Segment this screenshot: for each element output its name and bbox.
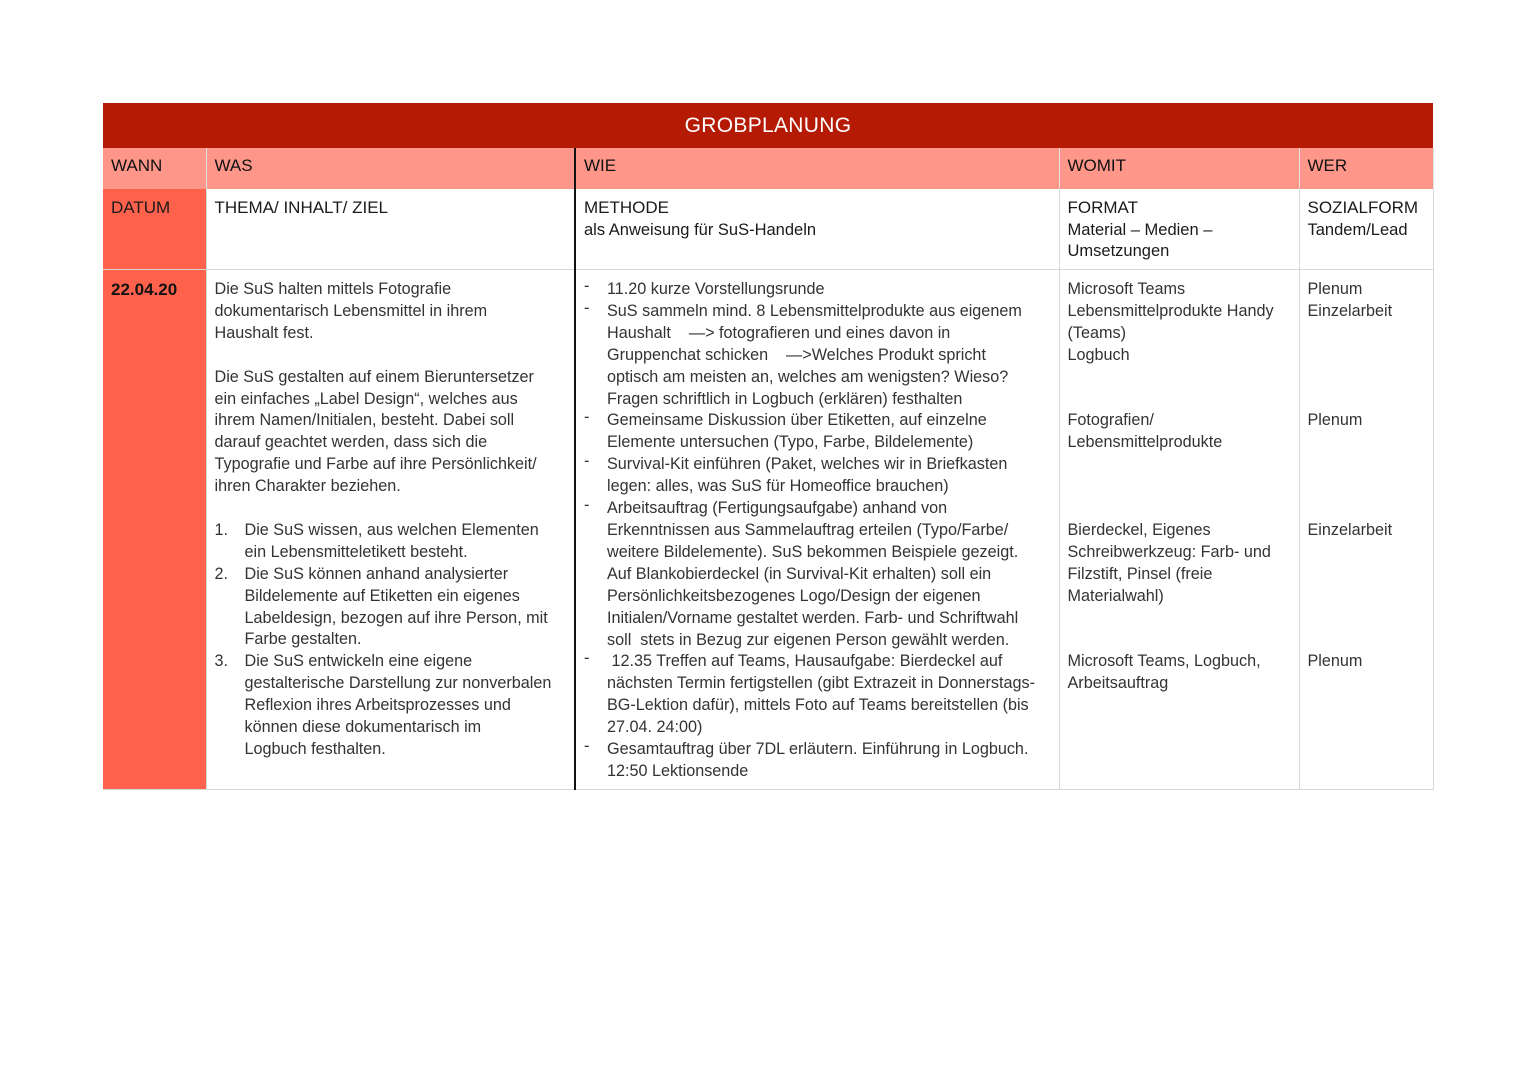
goal-text-line: Farbe gestalten. bbox=[244, 630, 362, 649]
material-block-line: Microsoft Teams, Logbuch, bbox=[1067, 652, 1261, 671]
material-block bbox=[1068, 651, 1291, 695]
bullet-dash: - bbox=[584, 298, 590, 317]
bullet-dash: - bbox=[584, 737, 590, 756]
step-text-line: nächsten Termin fertigstellen (gibt Extrazeit in Donnerstags- bbox=[607, 674, 1035, 693]
wie-cell bbox=[575, 270, 1059, 790]
step-text-line: 12.35 Treffen auf Teams, Hausaufgabe: Bierdeckel auf bbox=[607, 652, 1003, 671]
goal-item bbox=[215, 651, 567, 761]
text-line: ein einfaches „Label Design“, welches aus bbox=[214, 389, 518, 408]
step-text-line: optisch am meisten an, welches am wenigsten? Wieso? bbox=[607, 367, 1009, 386]
bullet-dash: - bbox=[584, 649, 590, 668]
goal-text-line: Die SuS wissen, aus welchen Elementen bbox=[244, 520, 539, 539]
was-paragraph-2 bbox=[215, 367, 567, 498]
col-header-wer bbox=[1299, 148, 1433, 189]
material-block-line: Filzstift, Pinsel (freie bbox=[1067, 564, 1213, 583]
method-step bbox=[584, 298, 1051, 411]
material-block-line: Schreibwerkzeug: Farb- und bbox=[1067, 542, 1271, 561]
method-step bbox=[584, 410, 1051, 454]
material-block-line: Arbeitsauftrag bbox=[1067, 674, 1169, 693]
goal-number: 3. bbox=[214, 652, 229, 671]
goal-text-line: Logbuch festhalten. bbox=[244, 740, 386, 758]
social-form-block-line: Einzelarbeit bbox=[1307, 301, 1393, 320]
table-title: GROBPLANUNG bbox=[103, 103, 1433, 148]
text-line: Material – Medien – bbox=[1067, 220, 1213, 239]
wer-cell bbox=[1299, 270, 1433, 790]
text-line: Haushalt fest. bbox=[214, 323, 314, 342]
step-text-line: Gemeinsame Diskussion über Etiketten, auf einzelne bbox=[607, 411, 987, 430]
step-text-line: SuS sammeln mind. 8 Lebensmittelprodukte aus eigenem bbox=[607, 301, 1022, 320]
step-text-line: Initialen/Vorname gestaltet werden. Farb- und Schriftwahl bbox=[607, 608, 1019, 627]
text-line: Die SuS halten mittels Fotografie bbox=[214, 280, 452, 298]
social-form-block-line: Plenum bbox=[1307, 652, 1363, 671]
text-line: Tandem/Lead bbox=[1307, 220, 1408, 239]
step-text-line: Persönlichkeitsbezogenes Logo/Design der eigenen bbox=[607, 586, 981, 605]
method-steps-list bbox=[584, 279, 1051, 783]
text-line: Umsetzungen bbox=[1067, 242, 1170, 260]
material-block-line: Lebensmittelprodukte Handy bbox=[1067, 301, 1274, 320]
method-step bbox=[584, 454, 1051, 498]
step-text-line: Arbeitsauftrag (Fertigungsaufgabe) anhand von bbox=[607, 499, 948, 518]
material-block-line: (Teams) bbox=[1067, 323, 1126, 342]
step-text-line: weitere Bildelemente). SuS bekommen Beispiele gezeigt. bbox=[607, 542, 1019, 561]
goal-text-line: gestalterische Darstellung zur nonverbalen bbox=[244, 674, 552, 693]
step-text-line: Survival-Kit einführen (Paket, welches wir in Briefkasten bbox=[607, 455, 1008, 474]
step-text-line: Haushalt —> fotografieren und eines davon in bbox=[607, 323, 951, 342]
col-header-womit bbox=[1059, 148, 1299, 189]
social-form-block-line: Plenum bbox=[1307, 280, 1363, 298]
social-form-block bbox=[1308, 279, 1425, 323]
text-line: dokumentarisch Lebensmittel in ihrem bbox=[214, 301, 488, 320]
bullet-dash: - bbox=[584, 496, 590, 515]
material-block-line: Materialwahl) bbox=[1067, 586, 1164, 605]
step-text-line: Auf Blankobierdeckel (in Survival-Kit erhalten) soll ein bbox=[607, 564, 992, 583]
step-text-line: 27.04. 24:00) bbox=[607, 718, 703, 737]
sub-header-title: DATUM bbox=[111, 198, 171, 217]
goal-text-line: können diese dokumentarisch im bbox=[244, 718, 482, 737]
text-line: als Anweisung für SuS-Handeln bbox=[584, 220, 817, 239]
col-header-wann bbox=[103, 148, 206, 189]
step-text-line: Erkenntnissen aus Sammelauftrag erteilen (Typo/Farbe/ bbox=[607, 520, 1009, 539]
was-cell bbox=[206, 270, 575, 790]
material-block-line: Logbuch bbox=[1067, 345, 1130, 364]
bullet-dash: - bbox=[584, 408, 590, 427]
wer-blocks bbox=[1300, 270, 1433, 673]
sub-header-format bbox=[1059, 189, 1299, 270]
sub-header-datum bbox=[103, 189, 206, 270]
text-line: Die SuS gestalten auf einem Bieruntersetzer bbox=[214, 367, 534, 386]
social-form-block-line: Plenum bbox=[1307, 411, 1363, 430]
goal-text-line: Die SuS können anhand analysierter bbox=[244, 564, 509, 583]
method-step bbox=[584, 279, 1051, 301]
date-cell bbox=[103, 270, 206, 790]
text-line: darauf geachtet werden, dass sich die bbox=[214, 433, 488, 452]
social-form-block-line: Einzelarbeit bbox=[1307, 520, 1393, 539]
material-block-line: Microsoft Teams bbox=[1067, 280, 1186, 298]
bullet-dash: - bbox=[584, 452, 590, 471]
sub-header-title: THEMA/ INHALT/ ZIEL bbox=[214, 198, 388, 217]
method-step bbox=[584, 498, 1051, 651]
social-form-block bbox=[1308, 410, 1425, 432]
sub-header-title: METHODE bbox=[584, 198, 669, 217]
date-value: 22.04.20 bbox=[111, 280, 178, 299]
goal-text-line: Reflexion ihres Arbeitsprozesses und bbox=[244, 696, 511, 715]
goals-list bbox=[215, 520, 567, 761]
text-line: ihren Charakter beziehen. bbox=[214, 477, 401, 496]
step-text-line: Fragen schriftlich in Logbuch (erklären) festhalten bbox=[607, 389, 963, 408]
material-block-line: Lebensmittelprodukte bbox=[1067, 433, 1223, 452]
sub-header-sozialform bbox=[1299, 189, 1433, 270]
material-block bbox=[1068, 279, 1291, 367]
method-step bbox=[584, 651, 1051, 739]
womit-blocks bbox=[1060, 270, 1299, 695]
step-text-line: Gesamtauftrag über 7DL erläutern. Einführung in Logbuch. bbox=[607, 740, 1029, 759]
step-text-line: 11.20 kurze Vorstellungsrunde bbox=[607, 280, 825, 298]
col-header-wie bbox=[575, 148, 1059, 189]
header-row bbox=[103, 148, 1433, 189]
sub-header-title: FORMAT bbox=[1067, 198, 1139, 217]
material-block bbox=[1068, 410, 1291, 454]
goal-text-line: Bildelemente auf Etiketten ein eigenes bbox=[244, 586, 520, 605]
goal-text-line: Die SuS entwickeln eine eigene bbox=[244, 652, 473, 671]
step-text-line: 12:50 Lektionsende bbox=[607, 761, 749, 780]
step-text-line: soll stets in Bezug zur eigenen Person gewählt werden. bbox=[607, 630, 1010, 649]
sub-header-methode bbox=[575, 189, 1059, 270]
social-form-block bbox=[1308, 520, 1425, 542]
col-header-label: WOMIT bbox=[1067, 156, 1127, 175]
table-row bbox=[103, 270, 1433, 790]
col-header-label: WIE bbox=[584, 156, 617, 175]
was-paragraph-1 bbox=[215, 279, 567, 345]
goal-number: 2. bbox=[214, 564, 229, 583]
col-header-label: WER bbox=[1307, 156, 1348, 175]
bullet-dash: - bbox=[584, 277, 590, 295]
step-text-line: Gruppenchat schicken —>Welches Produkt spricht bbox=[607, 345, 986, 364]
material-block-line: Bierdeckel, Eigenes bbox=[1067, 520, 1211, 539]
material-block-line: Fotografien/ bbox=[1067, 411, 1154, 430]
material-block bbox=[1068, 520, 1291, 608]
step-text-line: legen: alles, was SuS für Homeoffice brauchen) bbox=[607, 477, 949, 496]
col-header-label: WAS bbox=[214, 156, 253, 175]
method-step bbox=[584, 739, 1051, 783]
text-line: ihrem Namen/Initialen, besteht. Dabei soll bbox=[214, 411, 515, 430]
col-header-was bbox=[206, 148, 575, 189]
step-text-line: Elemente untersuchen (Typo, Farbe, Bildelemente) bbox=[607, 433, 974, 452]
step-text-line: BG-Lektion dafür), mittels Foto auf Teams bereitstellen (bis bbox=[607, 696, 1029, 715]
goal-text-line: ein Lebensmitteletikett besteht. bbox=[244, 542, 468, 561]
goal-item bbox=[215, 520, 567, 564]
goal-text-line: Labeldesign, bezogen auf ihre Person, mit bbox=[244, 608, 548, 627]
subheader-row bbox=[103, 189, 1433, 270]
womit-cell bbox=[1059, 270, 1299, 790]
col-header-label: WANN bbox=[111, 156, 163, 175]
goal-item bbox=[215, 564, 567, 652]
text-line: Typografie und Farbe auf ihre Persönlichkeit/ bbox=[214, 455, 537, 474]
goal-number: 1. bbox=[214, 520, 229, 539]
sub-header-thema bbox=[206, 189, 575, 270]
planning-table bbox=[103, 103, 1434, 790]
social-form-block bbox=[1308, 651, 1425, 673]
sub-header-title: SOZIALFORM bbox=[1307, 198, 1419, 217]
